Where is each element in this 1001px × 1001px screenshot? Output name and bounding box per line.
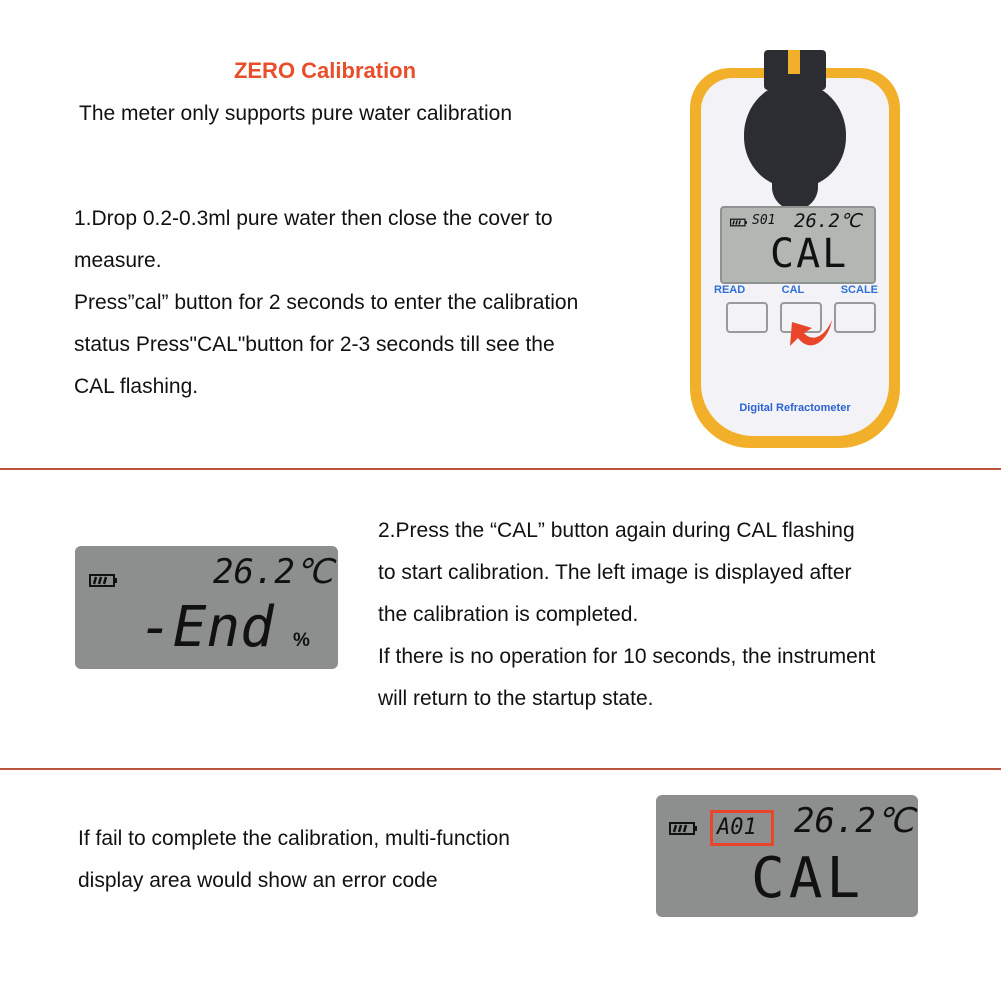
step2-line: If there is no operation for 10 seconds, the instrument bbox=[378, 645, 876, 668]
step3-instructions bbox=[78, 818, 638, 902]
lcd-error-display bbox=[656, 795, 918, 917]
battery-icon bbox=[669, 822, 699, 835]
battery-icon bbox=[89, 574, 119, 587]
step3-line: display area would show an error code bbox=[78, 869, 438, 892]
step1-line: measure. bbox=[74, 249, 162, 272]
device-main-readout: CAL bbox=[770, 231, 849, 277]
step2-instructions bbox=[378, 510, 978, 720]
page-title bbox=[0, 58, 650, 84]
lcd-temperature: 26.2℃ bbox=[213, 552, 334, 592]
step2-line: the calibration is completed. bbox=[378, 603, 639, 626]
device-brand-label: Digital Refractometer bbox=[739, 402, 851, 414]
step2-line: will return to the startup state. bbox=[378, 687, 654, 710]
read-button[interactable] bbox=[726, 302, 768, 333]
battery-icon bbox=[730, 218, 748, 227]
prism-cover-tab-wrap bbox=[744, 82, 846, 188]
step1-line: 1.Drop 0.2-0.3ml pure water then close the cover to bbox=[74, 207, 553, 230]
lcd-unit: % bbox=[293, 630, 310, 651]
device-button-labels bbox=[714, 284, 878, 296]
step3-line: If fail to complete the calibration, multi-function bbox=[78, 827, 510, 850]
lcd-error-code: A01 bbox=[717, 815, 757, 840]
page-title-text: ZERO Calibration bbox=[233, 58, 417, 83]
read-label: READ bbox=[714, 284, 746, 296]
lcd-temperature: 26.2℃ bbox=[794, 801, 915, 841]
scale-button[interactable] bbox=[834, 302, 876, 333]
curved-arrow-icon bbox=[782, 316, 836, 358]
device-temperature: 26.2℃ bbox=[794, 210, 862, 232]
step2-line: to start calibration. The left image is displayed after bbox=[378, 561, 852, 584]
page-subtitle: The meter only supports pure water calibration bbox=[79, 102, 513, 125]
step1-line: CAL flashing. bbox=[74, 375, 199, 398]
lcd-main-readout: CAL bbox=[751, 846, 865, 911]
step1-line: Press”cal” button for 2 seconds to enter the calibration bbox=[74, 291, 579, 314]
step1-line: status Press"CAL"button for 2-3 seconds till see the bbox=[74, 333, 555, 356]
scale-label: SCALE bbox=[840, 284, 878, 296]
lcd-end-display bbox=[75, 546, 338, 669]
step1-instructions bbox=[74, 198, 674, 408]
device-scale-code: S01 bbox=[752, 213, 776, 228]
section-divider bbox=[0, 468, 1001, 470]
device-lcd bbox=[720, 206, 876, 284]
step2-line: 2.Press the “CAL” button again during CAL flashing bbox=[378, 519, 855, 542]
prism-cover-tab bbox=[772, 160, 818, 210]
section-divider bbox=[0, 768, 1001, 770]
refractometer-device bbox=[690, 68, 900, 448]
lcd-main-readout: -End bbox=[139, 595, 274, 660]
cal-label: CAL bbox=[781, 284, 805, 296]
